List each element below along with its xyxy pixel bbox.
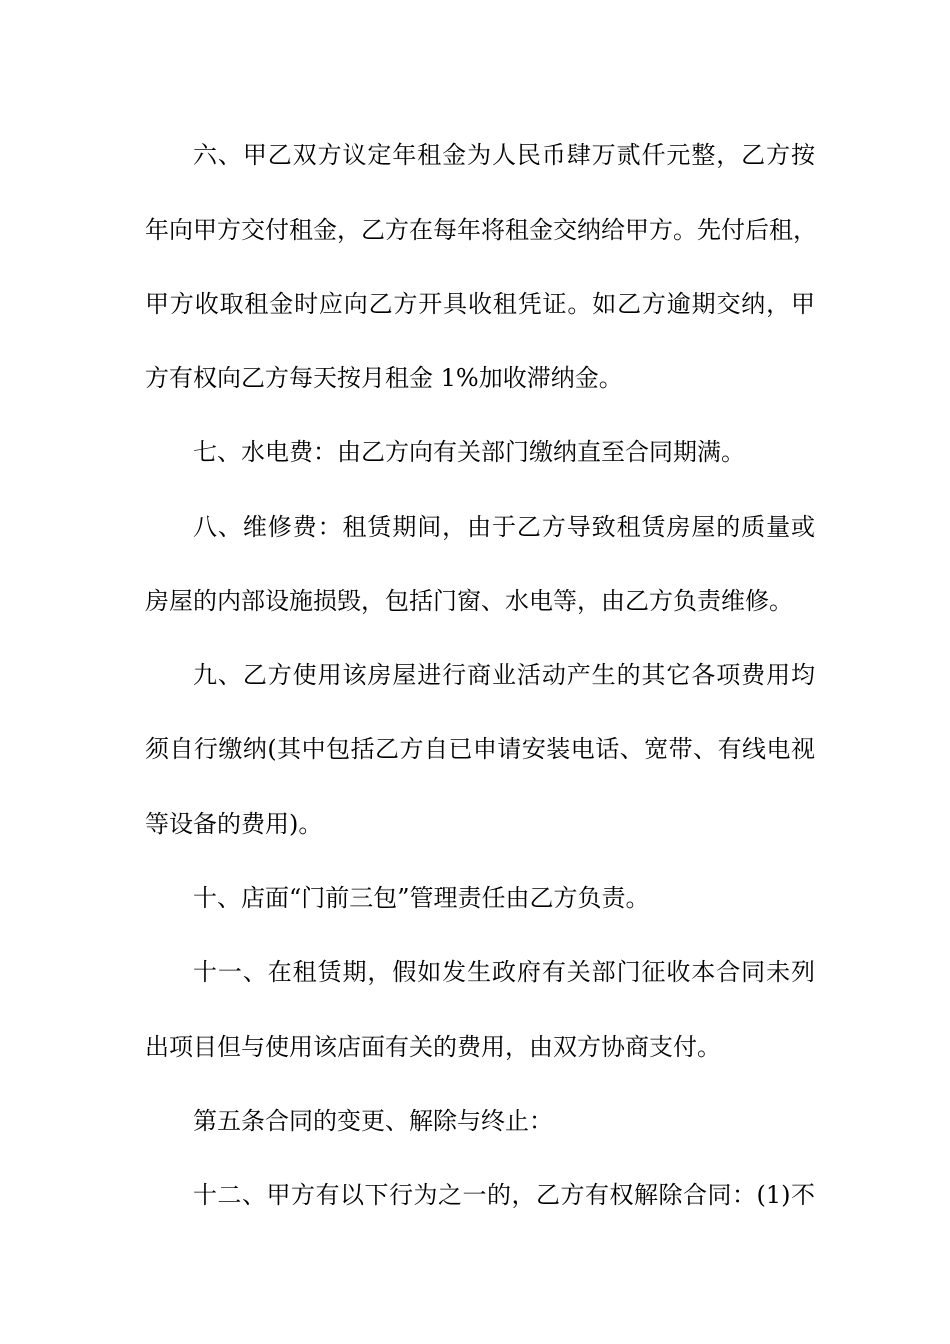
paragraph-6-line-1: 六、甲乙双方议定年租金为人民币肆万贰仟元整，乙方按 xyxy=(193,141,815,169)
paragraph-7-line-1: 七、水电费：由乙方向有关部门缴纳直至合同期满。 xyxy=(193,438,745,466)
paragraph-6-line-4: 方有权向乙方每天按月租金 1%加收滞纳金。 xyxy=(145,364,623,392)
section-5-heading: 第五条合同的变更、解除与终止： xyxy=(193,1107,553,1135)
paragraph-9-line-3: 等设备的费用)。 xyxy=(145,810,323,838)
paragraph-6-line-3: 甲方收取租金时应向乙方开具收租凭证。如乙方逾期交纳，甲 xyxy=(145,290,815,318)
paragraph-8-line-1: 八、维修费：租赁期间，由于乙方导致租赁房屋的质量或 xyxy=(193,513,815,541)
paragraph-8-line-2: 房屋的内部设施损毁，包括门窗、水电等，由乙方负责维修。 xyxy=(145,587,793,615)
paragraph-6-line-2: 年向甲方交付租金，乙方在每年将租金交纳给甲方。先付后租， xyxy=(145,216,817,244)
paragraph-9-line-2: 须自行缴纳(其中包括乙方自已申请安装电话、宽带、有线电视 xyxy=(145,735,815,763)
paragraph-12-line-1: 十二、甲方有以下行为之一的，乙方有权解除合同：(1)不 xyxy=(193,1181,815,1209)
paragraph-11-line-1: 十一、在租赁期，假如发生政府有关部门征收本合同未列 xyxy=(193,958,815,986)
paragraph-10-line-1: 十、店面“门前三包”管理责任由乙方负责。 xyxy=(193,884,650,912)
paragraph-11-line-2: 出项目但与使用该店面有关的费用，由双方协商支付。 xyxy=(145,1033,721,1061)
paragraph-9-line-1: 九、乙方使用该房屋进行商业活动产生的其它各项费用均 xyxy=(193,661,815,689)
